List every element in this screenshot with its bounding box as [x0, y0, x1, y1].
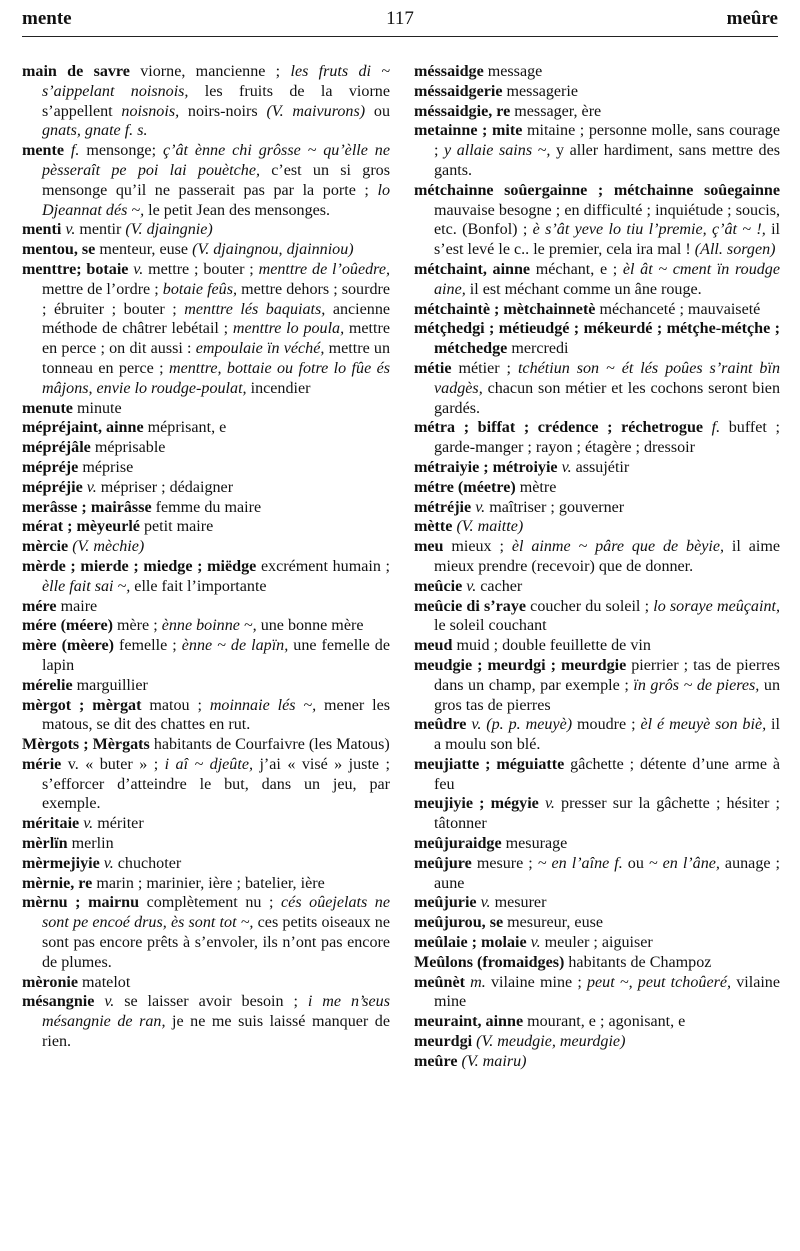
definition-text: mitaine ; personne molle, sans courage ;: [434, 122, 780, 160]
italic-text: èl ât ~ cment ïn roudge aine,: [434, 260, 780, 298]
headword: mépréjâle: [22, 439, 91, 457]
italic-text: ~ en l’aîne f.: [537, 854, 623, 872]
definition-text: aunage ; aune: [434, 854, 780, 892]
headword: meûcie di s’raye: [414, 597, 527, 615]
dictionary-entry: [22, 478, 390, 498]
dictionary-entry: [22, 418, 390, 438]
definition-text: gâchette ; détente d’une arme à feu: [434, 755, 781, 793]
definition-text: meuler ; aiguiser: [540, 934, 653, 952]
headword: meûcie: [414, 577, 463, 595]
italic-text: ènne ~ de lapïn,: [181, 637, 289, 655]
italic-text: i aî ~ djeûte,: [164, 755, 253, 773]
definition-text: moudre ;: [572, 716, 641, 734]
definition-text: mesurer: [490, 894, 547, 912]
definition-text: vilaine mine: [434, 973, 780, 1011]
italic-text: v.: [557, 458, 572, 476]
headword: meud: [414, 637, 453, 655]
definition-text: mettre un tonneau en perce ;: [42, 340, 391, 377]
definition-text: métier ;: [451, 359, 518, 377]
italic-text: peut ~, peut tchoûeré,: [586, 973, 732, 991]
italic-text: lo soraye meûçaint,: [653, 597, 780, 615]
definition-text: v. « buter » ;: [61, 755, 165, 773]
dictionary-entry: [414, 893, 780, 913]
headword: meûnèt: [414, 973, 465, 991]
dictionary-entry: [22, 537, 390, 557]
dictionary-entry: [414, 359, 780, 418]
headword: menttre; botaie: [22, 260, 129, 278]
headword: menti: [22, 221, 62, 239]
headword: méritaie: [22, 815, 80, 833]
headword: meujiatte ; méguiatte: [414, 755, 565, 773]
dictionary-entry: [414, 597, 780, 637]
headword: meûdre: [414, 716, 467, 734]
headword: Meûlons (fromaidges): [414, 953, 565, 971]
definition-text: chuchoter: [113, 854, 182, 872]
italic-text: (V. djaingnou, djainniou): [192, 241, 354, 259]
definition-text: matelot: [78, 973, 131, 991]
headword: mépréje: [22, 458, 79, 476]
italic-text: lo Djeannat dés ~,: [42, 181, 390, 219]
definition-text: mercredi: [507, 340, 569, 358]
headword: meudgie ; meurdgi ; meurdgie: [414, 656, 627, 674]
italic-text: (All. sorgen): [694, 241, 776, 259]
italic-text: menttre de l’oûedre,: [258, 260, 391, 278]
headword: mèrnu ; mairnu: [22, 894, 140, 912]
italic-text: botaie feûs,: [162, 280, 238, 298]
definition-text: mettre ; bouter ;: [143, 260, 259, 278]
definition-text: messagerie: [502, 82, 579, 100]
definition-text: habitants de Courfaivre (les Matous): [149, 736, 390, 754]
headword: merâsse ; mairâsse: [22, 498, 152, 516]
headword: mèrde ; mierde ; miedge ; miëdge: [22, 557, 257, 575]
headword: main de savre: [22, 63, 130, 80]
definition-text: méchanceté ; mauvaiseté: [595, 300, 761, 318]
definition-text: noirs-noirs: [179, 102, 267, 120]
dictionary-entry: [22, 616, 390, 636]
definition-text: buffet ; garde-manger ; rayon ; étagère ; dressoir: [434, 419, 780, 457]
italic-text: noisnois,: [121, 102, 180, 120]
definition-text: un gros tas de pierres: [434, 676, 780, 714]
italic-text: v.: [538, 795, 555, 813]
definition-text: ancienne méthode de châtrer lebétail ;: [42, 300, 391, 338]
headword: mèrlïn: [22, 835, 68, 853]
italic-text: v. (p. p. meuyè): [466, 716, 573, 734]
headword: mérelie: [22, 676, 73, 694]
dictionary-entry: [414, 319, 780, 359]
italic-text: menttre, bottaie ou fotre lo fûe és mâjons, envie lo roudge-poulat,: [42, 359, 391, 397]
definition-text: mauvaise besogne ; en difficulté ; inquiétude ; soucis, etc. (Bonfol) ;: [434, 201, 780, 239]
headword: Mèrgots ; Mèrgats: [22, 736, 150, 754]
definition-text: se laisser avoir besoin ;: [114, 993, 308, 1011]
right-column: [414, 62, 780, 1072]
italic-text: f.: [703, 419, 721, 437]
definition-text: complètement nu ;: [139, 894, 282, 912]
dictionary-entry: [414, 854, 780, 894]
dictionary-entry: [22, 517, 390, 537]
dictionary-entry: [414, 1052, 780, 1072]
dictionary-entry: [22, 498, 390, 518]
italic-text: gnats, gnate f. s.: [42, 122, 148, 140]
dictionary-entry: [414, 300, 780, 320]
dictionary-entry: [22, 676, 390, 696]
dictionary-entry: [22, 735, 390, 755]
definition-text: menteur, euse: [95, 241, 193, 259]
definition-text: merlin: [67, 835, 114, 853]
definition-text: il est méchant comme un âne rouge.: [465, 280, 702, 298]
headword: mèrgot ; mèrgat: [22, 696, 142, 714]
headword: mère (mèere): [22, 637, 114, 655]
italic-text: v.: [128, 260, 144, 278]
dictionary-entry: [414, 577, 780, 597]
italic-text: i me n’seus mésangnie de ran,: [42, 993, 390, 1031]
dictionary-entry: [22, 874, 390, 894]
italic-text: m.: [464, 973, 486, 991]
italic-text: èl ainme ~ pâre que de bèyie,: [511, 538, 725, 556]
headword: méssaidgerie: [414, 82, 503, 100]
dictionary-entry: [414, 498, 780, 518]
definition-text: mettre de l’ordre ;: [42, 280, 163, 298]
dictionary-entry: [22, 696, 390, 736]
definition-text: mentir: [75, 221, 126, 239]
headword: meûjuraidge: [414, 835, 502, 853]
dictionary-entry: [22, 973, 390, 993]
headword: métre (méetre): [414, 478, 516, 496]
definition-text: méprisant, e: [143, 419, 227, 437]
definition-text: mère ;: [112, 617, 162, 635]
headword: metainne ; mite: [414, 122, 523, 140]
definition-text: cacher: [476, 577, 523, 595]
headword: mètte: [414, 518, 453, 536]
italic-text: les fruts di ~ s’aippelant noisnois,: [42, 63, 390, 100]
dictionary-entry: [22, 636, 390, 676]
headword: mèrcie: [22, 538, 69, 556]
headword: mèrmejiyie: [22, 854, 100, 872]
dictionary-entry: [414, 62, 780, 82]
headword: meûjurou, se: [414, 914, 504, 932]
headword: mentou, se: [22, 241, 96, 259]
definition-text: coucher du soleil ;: [526, 597, 654, 615]
italic-text: èlle fait sai ~,: [42, 577, 131, 595]
dictionary-entry: [414, 794, 780, 834]
italic-text: v.: [99, 854, 114, 872]
headword: meuraint, ainne: [414, 1013, 524, 1031]
dictionary-entry: [414, 1032, 780, 1052]
headword: mérat ; mèyeurlé: [22, 518, 140, 536]
dictionary-entry: [22, 992, 390, 1051]
definition-text: minute: [72, 399, 122, 417]
dictionary-entry: [414, 102, 780, 122]
dictionary-entry: [414, 478, 780, 498]
italic-text: è s’ât yeve lo tiu l’premie, ç’ât ~ !,: [532, 221, 766, 239]
definition-text: mètre: [515, 478, 557, 496]
definition-text: message: [483, 63, 543, 80]
definition-text: mensonge;: [79, 142, 163, 160]
definition-text: incendier: [246, 379, 311, 397]
italic-text: v.: [462, 577, 477, 595]
definition-text: habitants de Champoz: [564, 953, 712, 971]
headword: mépréjaint, ainne: [22, 419, 144, 437]
left-column: [22, 62, 390, 1052]
dictionary-entry: [22, 854, 390, 874]
headword: mére (méere): [22, 617, 113, 635]
dictionary-entry: [22, 62, 390, 141]
italic-text: v.: [82, 478, 97, 496]
definition-text: mettre dehors ; sourdre ; ébruiter ; bouter ;: [42, 280, 390, 318]
dictionary-entry: [414, 913, 780, 933]
italic-text: f.: [64, 142, 80, 160]
italic-text: (V. maivurons): [266, 102, 366, 120]
definition-text: chacun son métier et les cochons seront bien gardés.: [434, 379, 780, 417]
italic-text: (V. meudgie, meurdgie): [472, 1033, 626, 1051]
dictionary-entry: [22, 220, 390, 240]
definition-text: mépriser ; dédaigner: [96, 478, 234, 496]
headword: meujiyie ; mégyie: [414, 795, 539, 813]
dictionary-entry: [414, 82, 780, 102]
definition-text: mettre en perce ; on dit aussi :: [42, 320, 390, 358]
headword: métchaintè ; mètchainnetè: [414, 300, 596, 318]
definition-text: muid ; double feuillette de vin: [452, 637, 651, 655]
dictionary-entry: [22, 399, 390, 419]
italic-text: v.: [471, 498, 486, 516]
page-header: [22, 8, 778, 34]
dictionary-entry: [22, 597, 390, 617]
headword: métraiyie ; métroiyie: [414, 458, 558, 476]
dictionary-entry: [414, 636, 780, 656]
definition-text: une femelle de lapin: [42, 637, 390, 674]
definition-text: mourant, e ; agonisant, e: [523, 1013, 686, 1031]
headword: meurdgi: [414, 1033, 473, 1051]
definition-text: ou: [622, 854, 649, 872]
definition-text: une bonne mère: [256, 617, 364, 635]
dictionary-entry: [414, 953, 780, 973]
dictionary-entry: [414, 418, 780, 458]
definition-text: femelle ;: [113, 637, 182, 655]
definition-text: marguillier: [72, 676, 148, 694]
definition-text: mener les matous, se dit des chattes en rut.: [42, 696, 390, 734]
definition-text: mesurage: [501, 835, 568, 853]
headword: mèrnie, re: [22, 874, 93, 892]
headword: mére: [22, 597, 57, 615]
dictionary-entry: [22, 755, 390, 814]
italic-text: tchétiun son ~ ét lés poûes s’raint bïn vadgès,: [434, 359, 780, 397]
headword: mépréjie: [22, 478, 83, 496]
dictionary-entry: [22, 438, 390, 458]
definition-text: le soleil couchant: [434, 617, 547, 635]
headword: menute: [22, 399, 73, 417]
definition-text: assujétir: [571, 458, 630, 476]
dictionary-entry: [22, 260, 390, 399]
header-first-word: mente: [22, 8, 72, 29]
headword: meûlaie ; molaie: [414, 934, 527, 952]
definition-text: il s’est levé le c.. le premier, cela ira mal !: [434, 221, 781, 259]
italic-text: ~ en l’âne,: [648, 854, 720, 872]
headword: métchaint, ainne: [414, 260, 531, 278]
headword: meûjurie: [414, 894, 477, 912]
headword: métçhedgi ; métieudgé ; mékeurdé ; métçhe-métçhe ; métchedge: [414, 320, 780, 358]
dictionary-entry: [22, 141, 390, 220]
italic-text: (V. maitte): [452, 518, 524, 536]
definition-text: méchant, e ;: [530, 260, 623, 278]
headword: mèronie: [22, 973, 79, 991]
italic-text: menttre lés baquiats,: [184, 300, 326, 318]
header-last-word: meûre: [726, 8, 778, 29]
italic-text: (V. djaingnie): [125, 221, 213, 239]
definition-text: viorne, mancienne ;: [129, 63, 291, 80]
italic-text: v.: [79, 815, 94, 833]
headword: mérie: [22, 755, 62, 773]
definition-text: maîtriser ; gouverner: [485, 498, 625, 516]
definition-text: mesure ;: [471, 854, 538, 872]
definition-text: ces petits oiseaux ne sont pas encore prêts à s’envoler, ils n’ont pas encore de plumes.: [42, 914, 390, 971]
dictionary-entry: [414, 458, 780, 478]
italic-text: y allaie sains ~,: [444, 142, 551, 160]
definition-text: mériter: [93, 815, 144, 833]
headword: méssaidge: [414, 63, 484, 80]
definition-text: y aller hardiment, sans mettre des gants.: [434, 142, 781, 179]
dictionary-entry: [22, 893, 390, 972]
definition-text: presser sur la gâchette ; hésiter ; tâtonner: [434, 795, 780, 833]
dictionary-entry: [414, 933, 780, 953]
headword: meûre: [414, 1052, 458, 1070]
headword: meûjure: [414, 854, 472, 872]
dictionary-entry: [414, 755, 780, 795]
headword: métréjie: [414, 498, 472, 516]
definition-text: les fruits de la viorne s’appellent: [42, 82, 390, 120]
dictionary-entry: [414, 517, 780, 537]
definition-text: maire: [56, 597, 98, 615]
definition-text: excrément humain ;: [256, 557, 390, 575]
definition-text: méprise: [78, 458, 134, 476]
definition-text: mesureur, euse: [503, 914, 604, 932]
dictionary-entry: [414, 260, 780, 300]
dictionary-entry: [22, 240, 390, 260]
headword: mente: [22, 142, 65, 160]
italic-text: empoulaie ïn véché,: [195, 340, 325, 358]
definition-text: le petit Jean des mensonges.: [144, 201, 331, 219]
definition-text: pierrier ; tas de pierres dans un champ, par exemple ;: [434, 656, 780, 694]
italic-text: (V. mèchie): [68, 538, 145, 556]
definition-text: ou: [365, 102, 391, 120]
dictionary-entry: [414, 121, 780, 180]
dictionary-entry: [414, 973, 780, 1013]
italic-text: ïn grôs ~ de pieres,: [633, 676, 760, 694]
definition-text: il a moulu son blé.: [434, 716, 780, 754]
headword: méssaidgie, re: [414, 102, 511, 120]
dictionary-entry: [414, 834, 780, 854]
definition-text: c’est un si gros mensonge qu’il ne passerait pas par la porte ;: [42, 161, 390, 199]
page-number: 117: [386, 8, 414, 29]
italic-text: v.: [526, 934, 541, 952]
dictionary-entry: [22, 814, 390, 834]
header-rule: [22, 36, 778, 37]
definition-text: femme du maire: [151, 498, 262, 516]
dictionary-entry: [22, 834, 390, 854]
definition-text: mieux ;: [443, 538, 512, 556]
dictionary-entry: [414, 715, 780, 755]
definition-text: méprisable: [90, 439, 166, 457]
definition-text: marin ; marinier, ière ; batelier, ière: [92, 874, 325, 892]
italic-text: menttre lo poula,: [232, 320, 345, 338]
definition-text: petit maire: [139, 518, 214, 536]
dictionary-entry: [414, 181, 780, 260]
definition-text: vilaine mine ;: [485, 973, 587, 991]
definition-text: je ne me suis laissé manquer de rien.: [42, 1013, 390, 1051]
dictionary-entry: [414, 656, 780, 715]
headword: mésangnie: [22, 993, 95, 1011]
definition-text: matou ;: [141, 696, 210, 714]
italic-text: cés oûejelats ne sont pe encoé drus, ès sont tot ~,: [42, 894, 390, 932]
italic-text: ènne boinne ~,: [161, 617, 257, 635]
definition-text: elle fait l’importante: [130, 577, 267, 595]
italic-text: v.: [94, 993, 115, 1011]
definition-text: il aime mieux prendre (recevoir) que de donner.: [434, 538, 780, 575]
definition-text: j’ai « visé » juste ; s’efforcer d’atteindre le but, dans un jeu, par exemple.: [42, 755, 390, 813]
dictionary-entry: [414, 1012, 780, 1032]
italic-text: èl é meuyè son biè,: [640, 716, 767, 734]
italic-text: ç’ât ènne chi grôsse ~ qu’èlle ne pèsseraît pe poi lai pouètche,: [42, 142, 391, 179]
headword: meu: [414, 538, 444, 556]
italic-text: v.: [61, 221, 76, 239]
dictionary-entry: [22, 458, 390, 478]
dictionary-entry: [414, 537, 780, 577]
definition-text: messager, ère: [510, 102, 602, 120]
headword: métie: [414, 359, 452, 377]
headword: métchainne soûergainne ; métchainne soûegainne: [414, 181, 780, 199]
italic-text: v.: [476, 894, 491, 912]
dictionary-entry: [22, 557, 390, 597]
headword: métra ; biffat ; crédence ; réchetrogue: [414, 419, 704, 437]
italic-text: (V. mairu): [457, 1052, 527, 1070]
italic-text: moinnaie lés ~,: [209, 696, 317, 714]
